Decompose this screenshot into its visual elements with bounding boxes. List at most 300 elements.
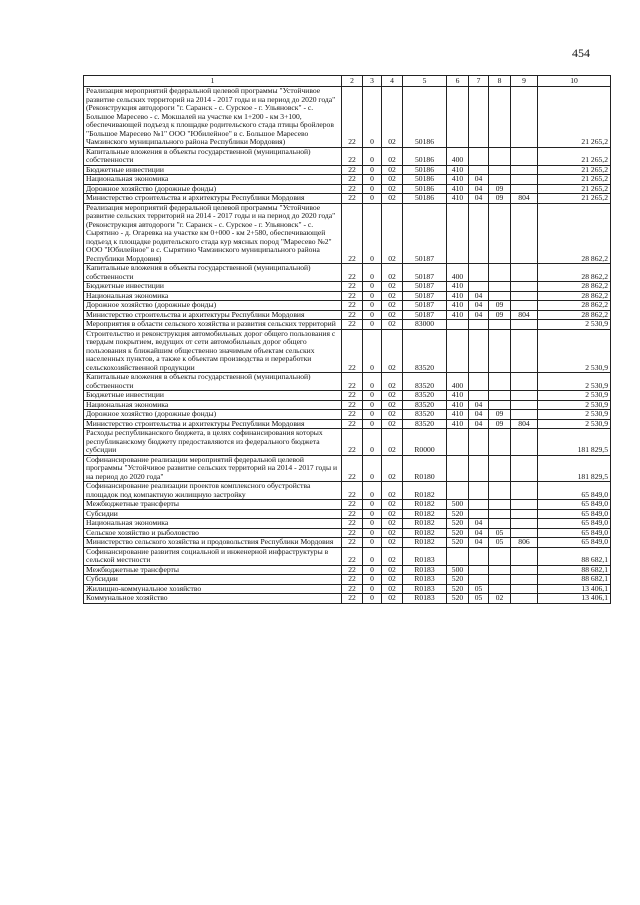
cell-name: Министерство строительства и архитектуры Республики Мордовия xyxy=(84,194,342,204)
cell-code-b: 0 xyxy=(363,500,382,510)
cell-expense-type: 410 xyxy=(447,165,469,175)
cell-code-c: 02 xyxy=(382,594,403,604)
table-row xyxy=(84,175,611,185)
cell-code-c: 02 xyxy=(382,147,403,165)
cell-code-b: 0 xyxy=(363,165,382,175)
cell-code-a: 22 xyxy=(342,391,363,401)
cell-subsection xyxy=(489,400,511,410)
cell-code-b: 0 xyxy=(363,329,382,373)
cell-code-b: 0 xyxy=(363,594,382,604)
cell-subsection xyxy=(489,565,511,575)
cell-subsection: 05 xyxy=(489,528,511,538)
cell-expense-type xyxy=(447,320,469,330)
cell-code-c: 02 xyxy=(382,282,403,292)
cell-name: Жилищно-коммунальное хозяйство xyxy=(84,584,342,594)
table-row xyxy=(84,87,611,148)
cell-amount: 28 862,2 xyxy=(538,203,611,264)
cell-ministry: 804 xyxy=(511,419,538,429)
cell-code-a: 22 xyxy=(342,329,363,373)
cell-expense-type xyxy=(447,547,469,565)
cell-subsection: 09 xyxy=(489,310,511,320)
cell-amount: 2 530,9 xyxy=(538,391,611,401)
cell-expense-type: 520 xyxy=(447,538,469,548)
cell-section: 04 xyxy=(469,291,489,301)
cell-expense-type: 410 xyxy=(447,175,469,185)
cell-name: Капитальные вложения в объекты государственной (муниципальной) собственности xyxy=(84,147,342,165)
cell-expense-type: 520 xyxy=(447,575,469,585)
cell-ministry: 804 xyxy=(511,310,538,320)
cell-section: 04 xyxy=(469,519,489,529)
cell-section xyxy=(469,455,489,482)
cell-ministry xyxy=(511,547,538,565)
table-row xyxy=(84,282,611,292)
table-row xyxy=(84,565,611,575)
cell-code-b: 0 xyxy=(363,87,382,148)
table-row xyxy=(84,500,611,510)
cell-section xyxy=(469,509,489,519)
cell-ministry xyxy=(511,565,538,575)
cell-code-c: 02 xyxy=(382,165,403,175)
cell-subsection: 05 xyxy=(489,538,511,548)
cell-code-b: 0 xyxy=(363,264,382,282)
cell-amount: 65 849,0 xyxy=(538,538,611,548)
cell-section: 05 xyxy=(469,584,489,594)
table-row xyxy=(84,528,611,538)
cell-target-code: R0183 xyxy=(403,594,447,604)
cell-section xyxy=(469,320,489,330)
cell-code-b: 0 xyxy=(363,391,382,401)
cell-amount: 2 530,9 xyxy=(538,400,611,410)
cell-code-b: 0 xyxy=(363,194,382,204)
cell-code-a: 22 xyxy=(342,147,363,165)
table-row xyxy=(84,519,611,529)
cell-section xyxy=(469,203,489,264)
cell-code-a: 22 xyxy=(342,528,363,538)
cell-amount: 21 265,2 xyxy=(538,184,611,194)
cell-name: Субсидии xyxy=(84,575,342,585)
cell-expense-type: 400 xyxy=(447,264,469,282)
cell-ministry xyxy=(511,291,538,301)
cell-code-a: 22 xyxy=(342,565,363,575)
cell-target-code: R0182 xyxy=(403,482,447,500)
cell-section xyxy=(469,373,489,391)
cell-code-b: 0 xyxy=(363,429,382,456)
cell-code-c: 02 xyxy=(382,310,403,320)
table-row xyxy=(84,429,611,456)
cell-code-a: 22 xyxy=(342,584,363,594)
cell-ministry xyxy=(511,528,538,538)
cell-subsection xyxy=(489,175,511,185)
table-row xyxy=(84,194,611,204)
cell-code-b: 0 xyxy=(363,410,382,420)
cell-target-code: 83520 xyxy=(403,419,447,429)
cell-name: Сельское хозяйство и рыболовство xyxy=(84,528,342,538)
table-row xyxy=(84,203,611,264)
cell-amount: 28 862,2 xyxy=(538,282,611,292)
cell-section xyxy=(469,329,489,373)
cell-expense-type: 520 xyxy=(447,594,469,604)
table-row xyxy=(84,410,611,420)
table-row xyxy=(84,419,611,429)
cell-code-c: 02 xyxy=(382,87,403,148)
cell-code-b: 0 xyxy=(363,584,382,594)
cell-amount: 28 862,2 xyxy=(538,291,611,301)
cell-name: Мероприятия в области сельского хозяйства и развития сельских территорий xyxy=(84,320,342,330)
cell-target-code: 83520 xyxy=(403,410,447,420)
cell-ministry xyxy=(511,320,538,330)
cell-subsection xyxy=(489,429,511,456)
cell-code-a: 22 xyxy=(342,400,363,410)
table-row xyxy=(84,400,611,410)
cell-code-c: 02 xyxy=(382,329,403,373)
cell-name: Дорожное хозяйство (дорожные фонды) xyxy=(84,184,342,194)
cell-amount: 181 829,5 xyxy=(538,429,611,456)
cell-target-code: R0183 xyxy=(403,584,447,594)
cell-code-b: 0 xyxy=(363,400,382,410)
cell-target-code: R0183 xyxy=(403,565,447,575)
cell-ministry xyxy=(511,509,538,519)
cell-subsection xyxy=(489,373,511,391)
cell-code-c: 02 xyxy=(382,547,403,565)
cell-code-a: 22 xyxy=(342,310,363,320)
cell-subsection xyxy=(489,547,511,565)
cell-section xyxy=(469,165,489,175)
cell-code-b: 0 xyxy=(363,373,382,391)
cell-section xyxy=(469,482,489,500)
cell-ministry xyxy=(511,87,538,148)
cell-subsection: 09 xyxy=(489,419,511,429)
cell-expense-type xyxy=(447,482,469,500)
cell-target-code: R0183 xyxy=(403,547,447,565)
cell-code-b: 0 xyxy=(363,310,382,320)
cell-ministry xyxy=(511,373,538,391)
table-row xyxy=(84,147,611,165)
cell-section xyxy=(469,282,489,292)
cell-amount: 13 406,1 xyxy=(538,594,611,604)
cell-name: Межбюджетные трансферты xyxy=(84,565,342,575)
cell-name: Строительство и реконструкция автомобильных дорог общего пользования с твердым покрытием, ведущих от сети автомобильных дорог общего пользования к ближайшим общественно значимым объектам сельских населенных пунктов, а также к объектам производства и переработки сельскохозяйственной продукции xyxy=(84,329,342,373)
cell-subsection xyxy=(489,329,511,373)
cell-code-b: 0 xyxy=(363,482,382,500)
cell-section xyxy=(469,500,489,510)
cell-target-code: 50187 xyxy=(403,282,447,292)
cell-name: Министерство строительства и архитектуры Республики Мордовия xyxy=(84,310,342,320)
cell-amount: 88 682,1 xyxy=(538,565,611,575)
cell-expense-type: 410 xyxy=(447,391,469,401)
cell-code-b: 0 xyxy=(363,519,382,529)
cell-code-a: 22 xyxy=(342,410,363,420)
cell-target-code: 83000 xyxy=(403,320,447,330)
cell-name: Реализация мероприятий федеральной целевой программы "Устойчивое развитие сельских территорий на 2014 - 2017 годы и на период до 2020 года" (Реконструкция автодороги "г. Саранск - с. Сурское - г. Ульяновск" - с. Сырятино - д. Огаревка на участке км 0+000 - км 2+580, обеспечивающей подъезд к площадке родительского стада кур мясных пород "Маресево №2" ООО "Юбилейное" в с. Сырятино Чамзинского муниципального района Республики Мордовия) xyxy=(84,203,342,264)
cell-expense-type: 410 xyxy=(447,310,469,320)
cell-name: Бюджетные инвестиции xyxy=(84,391,342,401)
cell-code-a: 22 xyxy=(342,175,363,185)
cell-name: Национальная экономика xyxy=(84,175,342,185)
cell-section: 04 xyxy=(469,419,489,429)
cell-section xyxy=(469,547,489,565)
header-cell-code-b: 3 xyxy=(363,76,382,87)
cell-section: 04 xyxy=(469,175,489,185)
table-row xyxy=(84,547,611,565)
cell-subsection xyxy=(489,482,511,500)
cell-subsection xyxy=(489,203,511,264)
cell-target-code: 50187 xyxy=(403,310,447,320)
cell-code-b: 0 xyxy=(363,528,382,538)
cell-name: Бюджетные инвестиции xyxy=(84,282,342,292)
cell-ministry xyxy=(511,575,538,585)
cell-section xyxy=(469,565,489,575)
cell-code-b: 0 xyxy=(363,291,382,301)
cell-section xyxy=(469,264,489,282)
cell-code-b: 0 xyxy=(363,575,382,585)
table-row xyxy=(84,455,611,482)
cell-expense-type xyxy=(447,429,469,456)
cell-amount: 65 849,0 xyxy=(538,500,611,510)
cell-code-b: 0 xyxy=(363,538,382,548)
cell-expense-type: 410 xyxy=(447,410,469,420)
cell-target-code: 50187 xyxy=(403,264,447,282)
cell-code-a: 22 xyxy=(342,282,363,292)
table-row xyxy=(84,184,611,194)
header-cell-section: 7 xyxy=(469,76,489,87)
cell-code-a: 22 xyxy=(342,482,363,500)
cell-expense-type: 410 xyxy=(447,301,469,311)
cell-code-c: 02 xyxy=(382,455,403,482)
cell-expense-type: 500 xyxy=(447,500,469,510)
cell-ministry xyxy=(511,400,538,410)
cell-target-code: R0182 xyxy=(403,538,447,548)
cell-section: 04 xyxy=(469,410,489,420)
cell-code-a: 22 xyxy=(342,500,363,510)
cell-target-code: 83520 xyxy=(403,391,447,401)
cell-ministry: 806 xyxy=(511,538,538,548)
cell-ministry xyxy=(511,147,538,165)
cell-code-c: 02 xyxy=(382,391,403,401)
cell-ministry xyxy=(511,301,538,311)
cell-ministry xyxy=(511,482,538,500)
cell-target-code: R0183 xyxy=(403,575,447,585)
cell-subsection xyxy=(489,519,511,529)
header-cell-target-code: 5 xyxy=(403,76,447,87)
cell-ministry xyxy=(511,329,538,373)
table-row xyxy=(84,373,611,391)
cell-amount: 13 406,1 xyxy=(538,584,611,594)
cell-code-c: 02 xyxy=(382,584,403,594)
header-cell-code-a: 2 xyxy=(342,76,363,87)
cell-expense-type: 410 xyxy=(447,291,469,301)
cell-section xyxy=(469,575,489,585)
cell-name: Межбюджетные трансферты xyxy=(84,500,342,510)
cell-code-b: 0 xyxy=(363,320,382,330)
cell-section xyxy=(469,87,489,148)
page-number: 454 xyxy=(572,46,590,60)
cell-name: Бюджетные инвестиции xyxy=(84,165,342,175)
cell-target-code: R0182 xyxy=(403,528,447,538)
cell-name: Субсидии xyxy=(84,509,342,519)
cell-code-c: 02 xyxy=(382,410,403,420)
header-cell-amount: 10 xyxy=(538,76,611,87)
cell-code-b: 0 xyxy=(363,175,382,185)
cell-code-a: 22 xyxy=(342,455,363,482)
cell-name: Национальная экономика xyxy=(84,291,342,301)
cell-expense-type: 410 xyxy=(447,419,469,429)
cell-expense-type xyxy=(447,329,469,373)
cell-subsection xyxy=(489,320,511,330)
cell-code-c: 02 xyxy=(382,264,403,282)
table-row xyxy=(84,165,611,175)
cell-target-code: R0182 xyxy=(403,519,447,529)
cell-ministry xyxy=(511,410,538,420)
cell-ministry xyxy=(511,184,538,194)
cell-code-a: 22 xyxy=(342,594,363,604)
cell-subsection xyxy=(489,165,511,175)
cell-target-code: R0182 xyxy=(403,500,447,510)
cell-code-c: 02 xyxy=(382,538,403,548)
cell-amount: 65 849,0 xyxy=(538,519,611,529)
table-row xyxy=(84,575,611,585)
budget-table xyxy=(83,75,611,604)
cell-name: Национальная экономика xyxy=(84,400,342,410)
cell-subsection: 09 xyxy=(489,410,511,420)
cell-amount: 2 530,9 xyxy=(538,419,611,429)
cell-code-c: 02 xyxy=(382,500,403,510)
cell-code-c: 02 xyxy=(382,373,403,391)
cell-code-c: 02 xyxy=(382,301,403,311)
cell-amount: 28 862,2 xyxy=(538,264,611,282)
cell-code-c: 02 xyxy=(382,528,403,538)
cell-target-code: 83520 xyxy=(403,329,447,373)
cell-expense-type: 520 xyxy=(447,519,469,529)
cell-section: 04 xyxy=(469,184,489,194)
cell-code-c: 02 xyxy=(382,419,403,429)
cell-code-a: 22 xyxy=(342,519,363,529)
cell-code-a: 22 xyxy=(342,264,363,282)
cell-code-b: 0 xyxy=(363,282,382,292)
table-row xyxy=(84,584,611,594)
cell-subsection xyxy=(489,575,511,585)
cell-code-c: 02 xyxy=(382,482,403,500)
cell-name: Министерство строительства и архитектуры Республики Мордовия xyxy=(84,419,342,429)
cell-target-code: 83520 xyxy=(403,373,447,391)
cell-code-a: 22 xyxy=(342,320,363,330)
cell-ministry xyxy=(511,175,538,185)
cell-amount: 2 530,9 xyxy=(538,320,611,330)
cell-expense-type xyxy=(447,87,469,148)
cell-expense-type: 410 xyxy=(447,282,469,292)
cell-amount: 2 530,9 xyxy=(538,373,611,391)
cell-expense-type: 400 xyxy=(447,373,469,391)
cell-code-c: 02 xyxy=(382,565,403,575)
cell-expense-type xyxy=(447,455,469,482)
cell-section xyxy=(469,429,489,456)
cell-subsection: 02 xyxy=(489,594,511,604)
header-row xyxy=(84,76,611,87)
cell-code-a: 22 xyxy=(342,373,363,391)
cell-amount: 21 265,2 xyxy=(538,165,611,175)
cell-name: Софинансирование реализации мероприятий федеральной целевой программы "Устойчивое развитие сельских территорий на 2014 - 2017 годы и на период до 2020 года" xyxy=(84,455,342,482)
cell-target-code: 50186 xyxy=(403,194,447,204)
cell-code-c: 02 xyxy=(382,575,403,585)
cell-code-b: 0 xyxy=(363,184,382,194)
cell-ministry xyxy=(511,455,538,482)
cell-amount: 65 849,0 xyxy=(538,509,611,519)
cell-subsection xyxy=(489,509,511,519)
cell-ministry xyxy=(511,264,538,282)
cell-ministry: 804 xyxy=(511,194,538,204)
header-cell-subsection: 8 xyxy=(489,76,511,87)
cell-target-code: 50186 xyxy=(403,184,447,194)
table-row xyxy=(84,310,611,320)
cell-section: 04 xyxy=(469,194,489,204)
cell-code-a: 22 xyxy=(342,419,363,429)
cell-code-a: 22 xyxy=(342,291,363,301)
cell-ministry xyxy=(511,165,538,175)
cell-subsection: 09 xyxy=(489,194,511,204)
cell-expense-type xyxy=(447,203,469,264)
cell-ministry xyxy=(511,584,538,594)
cell-code-c: 02 xyxy=(382,184,403,194)
table-row xyxy=(84,291,611,301)
cell-subsection xyxy=(489,264,511,282)
cell-name: Капитальные вложения в объекты государственной (муниципальной) собственности xyxy=(84,264,342,282)
cell-ministry xyxy=(511,282,538,292)
cell-target-code: R0180 xyxy=(403,455,447,482)
table-row xyxy=(84,509,611,519)
cell-code-b: 0 xyxy=(363,301,382,311)
cell-code-c: 02 xyxy=(382,175,403,185)
header-cell-ministry: 9 xyxy=(511,76,538,87)
cell-amount: 28 862,2 xyxy=(538,301,611,311)
header-cell-expense-type: 6 xyxy=(447,76,469,87)
cell-section: 05 xyxy=(469,594,489,604)
cell-code-c: 02 xyxy=(382,400,403,410)
cell-code-b: 0 xyxy=(363,509,382,519)
cell-ministry xyxy=(511,500,538,510)
cell-section: 04 xyxy=(469,538,489,548)
cell-section: 04 xyxy=(469,400,489,410)
cell-subsection xyxy=(489,282,511,292)
cell-amount: 2 530,9 xyxy=(538,329,611,373)
cell-subsection: 09 xyxy=(489,301,511,311)
cell-amount: 21 265,2 xyxy=(538,175,611,185)
cell-name: Софинансирование реализации проектов комплексного обустройства площадок под компактную жилищную застройку xyxy=(84,482,342,500)
cell-subsection xyxy=(489,391,511,401)
table-row xyxy=(84,320,611,330)
cell-name: Министерство сельского хозяйства и продовольствия Республики Мордовия xyxy=(84,538,342,548)
cell-ministry xyxy=(511,429,538,456)
cell-code-a: 22 xyxy=(342,203,363,264)
table-row xyxy=(84,482,611,500)
cell-code-a: 22 xyxy=(342,538,363,548)
cell-code-c: 02 xyxy=(382,509,403,519)
cell-subsection xyxy=(489,500,511,510)
cell-code-b: 0 xyxy=(363,147,382,165)
cell-ministry xyxy=(511,203,538,264)
cell-amount: 28 862,2 xyxy=(538,310,611,320)
cell-code-a: 22 xyxy=(342,165,363,175)
cell-target-code: 50187 xyxy=(403,203,447,264)
cell-section xyxy=(469,391,489,401)
cell-code-b: 0 xyxy=(363,203,382,264)
cell-expense-type: 410 xyxy=(447,184,469,194)
cell-code-b: 0 xyxy=(363,565,382,575)
table-row xyxy=(84,264,611,282)
table-row xyxy=(84,538,611,548)
cell-name: Дорожное хозяйство (дорожные фонды) xyxy=(84,410,342,420)
cell-amount: 88 682,1 xyxy=(538,547,611,565)
cell-target-code: R0000 xyxy=(403,429,447,456)
header-cell-name: 1 xyxy=(84,76,342,87)
